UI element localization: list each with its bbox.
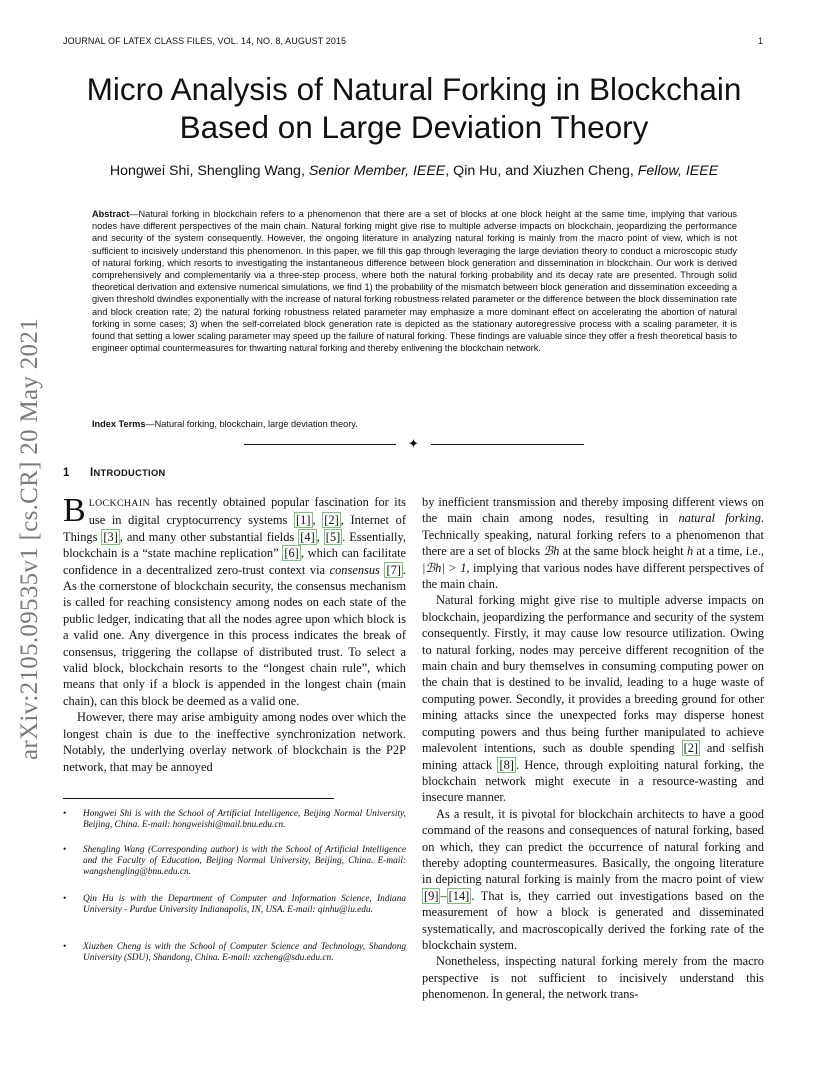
text-run: . Hence, through exploiting natural forking, the blockchain network might execute in a resource-wasting and insecure manner. xyxy=(422,757,764,805)
author-role-2: Fellow, IEEE xyxy=(637,163,719,179)
citation-link[interactable]: [8] xyxy=(499,757,514,772)
authors-part-1: Hongwei Shi, Shengling Wang, xyxy=(109,163,305,179)
citation-link[interactable]: [14] xyxy=(448,888,470,903)
section-separator xyxy=(244,438,584,452)
section-number: 1 xyxy=(63,467,70,479)
bullet-icon: • xyxy=(63,809,67,819)
text-run: has recently obtained popular fascination for its use in digital cryptocurrency systems xyxy=(88,495,406,528)
author-list xyxy=(40,163,788,179)
title-line-2: Based on Large Deviation Theory xyxy=(179,109,649,145)
text-run: , implying that various nodes have different perspectives of the main chain. xyxy=(422,560,764,592)
footnote xyxy=(63,942,406,964)
smallcaps-word: LOCKCHAIN xyxy=(88,498,150,509)
text-run: and selfish mining attack xyxy=(422,741,764,772)
section-title-initial: I xyxy=(90,467,94,479)
paragraph: However, there may arise ambiguity among nodes over which the longest chain is due to the ineffective synchronization network. Notably, the underlying overlay network of blockchain is the P2P network, that may be annoyed xyxy=(63,710,406,774)
separator-line-left xyxy=(244,444,396,445)
paragraph: Nonetheless, inspecting natural forking merely from the macro perspective is not sufficient to incisively understand this phenomenon. In general, the network trans- xyxy=(422,954,764,1002)
footnote-text: Shengling Wang (Corresponding author) is with the School of Artificial Intelligence and the Faculty of Education, Beijing Normal University, Beijing, China. E-mail: wangshengling@bnu.edu.cn. xyxy=(83,845,406,878)
text-run: by inefficient transmission and thereby imposing different views on the main chain among nodes, resulting in xyxy=(422,495,764,526)
citation-link[interactable]: [9] xyxy=(424,888,439,903)
separator-line-right xyxy=(431,444,584,445)
citation-link[interactable]: [3] xyxy=(103,529,118,544)
citation-link[interactable]: [5] xyxy=(325,529,341,544)
text-run: . That is, they carried out investigations based on the measurement of how a block is generated and disseminated systematically, and macroscopically derived the forking rate of the blockchain system. xyxy=(422,888,764,952)
abstract xyxy=(92,208,737,354)
abstract-text: —Natural forking in blockchain refers to a phenomenon that there are a set of blocks at one block height at the same time, implying that various nodes have different perspectives of the main chain. Natural forking might give rise to multiple adverse impacts on blockchain, jeopardizing the performance and security of the system consequently. However, the ongoing literature in analyzing natural forking is mainly from the macro point of view, which is not sufficient to incisively understand this phenomenon. In this paper, we fill this gap through leveraging the large deviation theory to conduct a microscopic study of natural forking, which resorts to investigating the instantaneous difference between block generation and dissemination in blockchain. Our work is derived comprehensively and complementarily via a three-step process, where both the natural forking probability and its decay rate are presented. Through solid theoretical derivation and extensive numerical simulations, we find 1) the probability of the mismatch between block generation and dissemination exceeding a given threshold dwindles exponentially with the increase of natural forking robustness related parameter or the difference between the block dissemination rate and block creation rate; 2) the natural forking robustness related parameter may emphasize a more dominant effect on accelerating the abortion of natural forking in some cases; 3) when the self-correlated block generation rate is depicted as the stationary autoregressive process with a scaling parameter, it is found that setting a lower scaling parameter may speed up the failure of natural forking. These findings are valuable since they offer a fresh theoretical basis to engineer optimal countermeasures for thwarting natural forking and thereby enlivening the blockchain network. xyxy=(92,209,737,354)
authors-part-2: , Qin Hu, and Xiuzhen Cheng, xyxy=(445,163,634,179)
bullet-icon: • xyxy=(63,845,67,855)
author-role-1: Senior Member, IEEE xyxy=(308,163,446,179)
text-run: at the same block height xyxy=(559,544,687,559)
paragraph xyxy=(422,592,764,805)
citation-link[interactable]: [6] xyxy=(284,546,299,561)
separator-diamond-icon: ✦ xyxy=(408,436,419,451)
paper-title xyxy=(40,70,788,146)
text-run: . Technically speaking, natural forking refers to a phenomenon that there are a set of blocks xyxy=(422,511,764,559)
page-number: 1 xyxy=(758,36,764,46)
emphasis: natural forking xyxy=(678,511,761,526)
text-run: As a result, it is pivotal for blockchain architects to have a good command of the reasons and consequences of natural forking, based on which, they can predict the occurrence of natural forking and thereby adopting countermeasures. Basically, the ongoing literature in depicting natural forking is mainly from the macro point of view xyxy=(422,806,764,887)
footnote-text: Hongwei Shi is with the School of Artificial Intelligence, Beijing Normal University, Beijing, China. E-mail: hongweishi@mail.bnu.edu.cn. xyxy=(83,809,406,831)
math-inline: |ℬh| > 1 xyxy=(422,560,467,575)
bullet-icon: • xyxy=(63,942,67,952)
paragraph xyxy=(422,806,764,954)
footnote-rule xyxy=(63,798,334,799)
citation-link[interactable]: [2] xyxy=(324,513,339,528)
text-run: – xyxy=(440,888,447,903)
math-inline: ℬh xyxy=(543,544,560,559)
abstract-label: Abstract xyxy=(92,209,130,219)
footnote xyxy=(63,809,406,831)
text-run: Natural forking might give rise to multiple adverse impacts on blockchain, jeopardizing the performance and security of the system consequently. Firstly, it may cause low resource utilization. Owing to natural forking, nodes may perceive different recognition of the main chain and bury themselves in consuming computing power on the chain that is destined to be invalid, leading to a huge waste of computing power. Secondly, it provides a breeding ground for other mining attacks since the unexpected forks may disperse honest computing powers and thus being further manipulated to achieve malevolent intentions, such as double spending xyxy=(422,593,764,756)
footnote xyxy=(63,894,406,916)
footnote-text: Qin Hu is with the Department of Computer and Information Science, Indiana University - Purdue University Indianapolis, IN, USA. E-mail: qinhu@iu.edu. xyxy=(83,894,406,916)
index-terms-label: Index Terms xyxy=(92,419,146,429)
paragraph xyxy=(422,494,764,592)
left-column xyxy=(63,494,406,775)
index-terms-text: —Natural forking, blockchain, large deviation theory. xyxy=(145,419,358,429)
running-head: JOURNAL OF LATEX CLASS FILES, VOL. 14, NO. 8, AUGUST 2015 xyxy=(63,36,347,46)
section-heading xyxy=(63,467,166,479)
section-title-rest: NTRODUCTION xyxy=(93,468,166,478)
citation-link[interactable]: [2] xyxy=(683,741,699,756)
title-line-1: Micro Analysis of Natural Forking in Blockchain xyxy=(86,71,742,107)
text-run: . Essentially, blockchain is a “state machine replication” xyxy=(63,529,406,561)
text-run: , xyxy=(316,529,324,544)
citation-link[interactable]: [1] xyxy=(296,513,311,528)
bullet-icon: • xyxy=(63,894,67,904)
text-run: , Internet of Things xyxy=(63,513,406,544)
text-run: , xyxy=(312,513,323,528)
text-run: . As the cornerstone of blockchain security, the consensus mechanism is called for reaching consistency among nodes on each state of the public ledger, indicating that all the nodes agree upon which block is a valid one. Any divergence in this process indicates the break of consensus, triggering the collapse of distributed trust. To select a valid block, blockchain resorts to the “longest chain rule”, which means that only if a block is appended in the longest chain (main chain), can this block be deemed as a valid one. xyxy=(63,562,406,708)
text-run: , and many other substantial fields xyxy=(119,529,299,544)
emphasis: consensus xyxy=(329,562,380,577)
text-run: , which can facilitate confidence in a decentralized zero-trust context via xyxy=(63,546,407,577)
arxiv-stamp: arXiv:2105.09535v1 [cs.CR] 20 May 2021 xyxy=(16,318,43,760)
footnote-text: Xiuzhen Cheng is with the School of Computer Science and Technology, Shandong University (SDU), Shandong, China. E-mail: xzcheng@sdu.edu.cn. xyxy=(83,942,406,964)
citation-link[interactable]: [7] xyxy=(386,562,401,577)
math-inline: h xyxy=(686,544,694,559)
drop-cap: B xyxy=(63,492,86,529)
text-run: at a time, i.e., xyxy=(693,544,764,559)
citation-link[interactable]: [4] xyxy=(300,529,315,544)
index-terms xyxy=(92,418,737,430)
right-column xyxy=(422,494,764,1003)
footnote xyxy=(63,845,406,879)
paragraph xyxy=(63,494,406,709)
